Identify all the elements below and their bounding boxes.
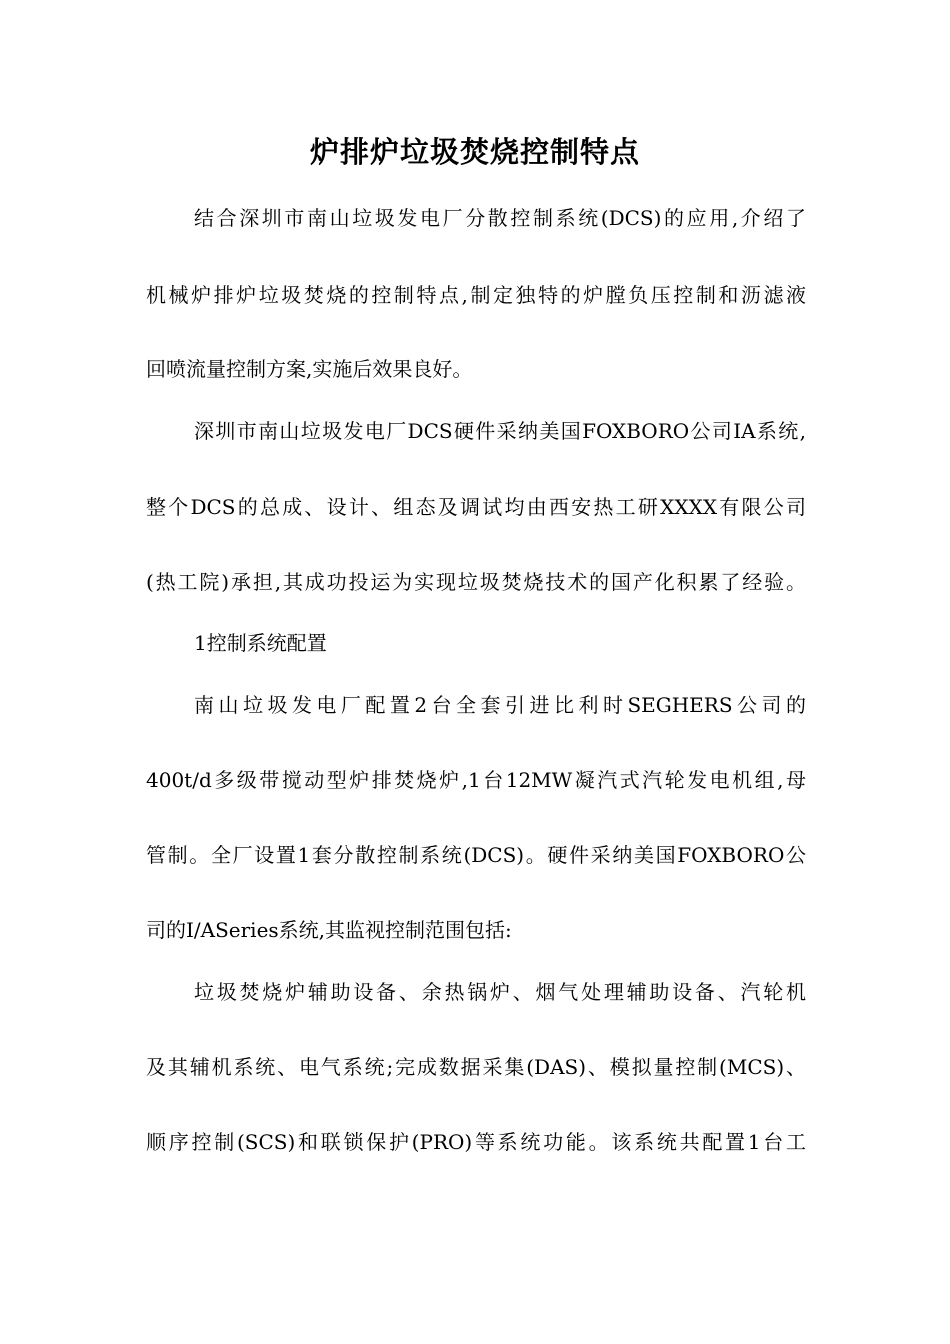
paragraph-3-line-3: 管制。全厂设置1套分散控制系统(DCS)。硬件采纳美国FOXBORO公 (146, 843, 806, 867)
paragraph-1-line-3: 回喷流量控制方案,实施后效果良好。 (146, 357, 473, 381)
paragraph-3-line-1: 南山垃圾发电厂配置2台全套引进比利时SEGHERS公司的 (194, 693, 806, 717)
paragraph-3-line-4: 司的I/ASeries系统,其监视控制范围包括: (146, 918, 512, 942)
paragraph-2-line-3: (热工院)承担,其成功投运为实现垃圾焚烧技术的国产化积累了经验。 (146, 570, 806, 594)
paragraph-1-line-2: 机械炉排炉垃圾焚烧的控制特点,制定独特的炉膛负压控制和沥滤液 (146, 283, 806, 307)
paragraph-2-line-2: 整个DCS的总成、设计、组态及调试均由西安热工研XXXX有限公司 (146, 495, 806, 519)
paragraph-3-line-2: 400t/d多级带搅动型炉排焚烧炉,1台12MW凝汽式汽轮发电机组,母 (146, 768, 806, 792)
paragraph-4-line-2: 及其辅机系统、电气系统;完成数据采集(DAS)、模拟量控制(MCS)、 (146, 1055, 806, 1079)
paragraph-2-line-1: 深圳市南山垃圾发电厂DCS硬件采纳美国FOXBORO公司IA系统, (194, 419, 806, 443)
section-heading: 1控制系统配置 (194, 631, 327, 655)
paragraph-4-line-1: 垃圾焚烧炉辅助设备、余热锅炉、烟气处理辅助设备、汽轮机 (194, 980, 806, 1004)
paragraph-1-line-1: 结合深圳市南山垃圾发电厂分散控制系统(DCS)的应用,介绍了 (194, 206, 806, 230)
document-title: 炉排炉垃圾焚烧控制特点 (309, 135, 640, 169)
paragraph-4-line-3: 顺序控制(SCS)和联锁保护(PRO)等系统功能。该系统共配置1台工 (146, 1130, 806, 1154)
